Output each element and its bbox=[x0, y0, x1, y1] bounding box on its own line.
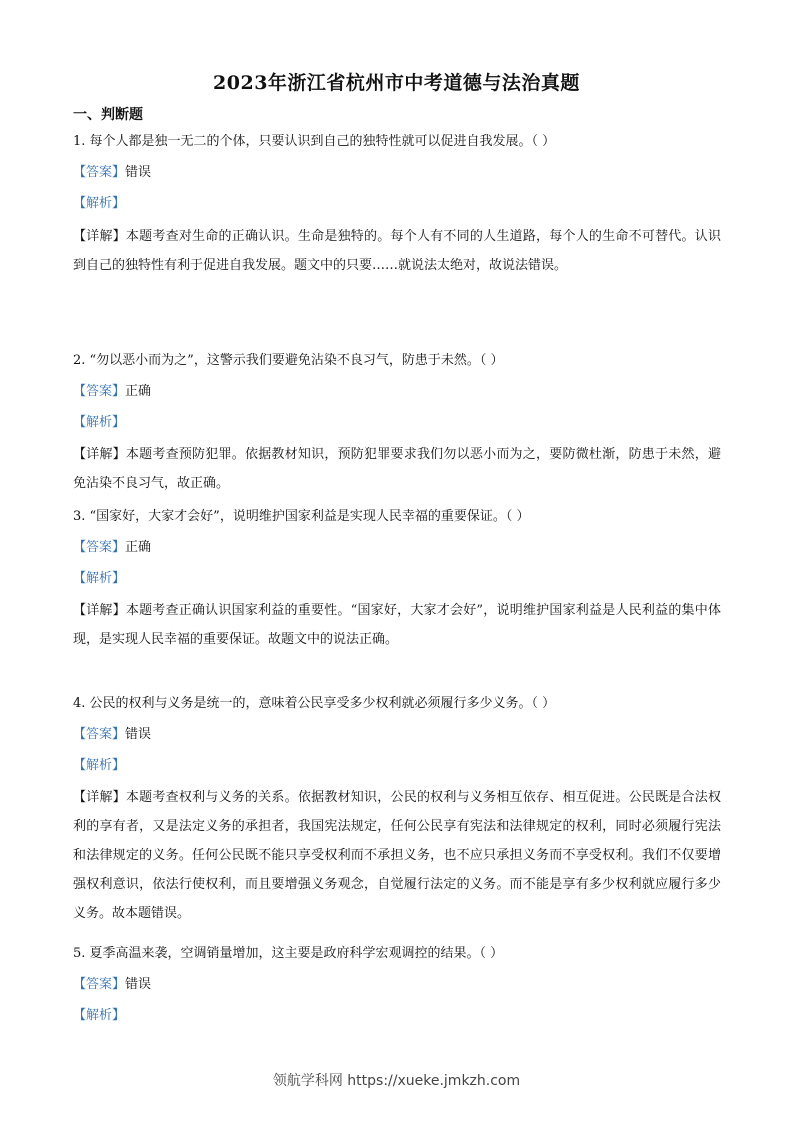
question-3-analysis-tag: 【解析】 bbox=[73, 571, 126, 586]
question-2-stem: 2. “勿以恶小而为之”，这警示我们要避免沾染不良习气，防患于未然。（ ） bbox=[73, 353, 504, 368]
question-2-answer-line bbox=[73, 383, 151, 401]
question-4-answer: 错误 bbox=[125, 727, 152, 742]
question-1-stem: 1. 每个人都是独一无二的个体，只要认识到自己的独特性就可以促进自我发展。（ ） bbox=[73, 134, 556, 149]
page-footer: 领航学科网 https://xueke.jmkzh.com bbox=[272, 1073, 521, 1089]
question-5-answer-line bbox=[73, 976, 151, 994]
question-1-detail: 【详解】本题考查对生命的正确认识。生命是独特的。每个人有不同的人生道路，每个人的生命不可替代。认识到自己的独特性有利于促进自我发展。题文中的只要……就说法太绝对，故说法错误。 bbox=[73, 229, 721, 273]
question-4-answer-line bbox=[73, 726, 151, 744]
question-3-answer: 正确 bbox=[125, 540, 152, 555]
question-5-analysis-tag: 【解析】 bbox=[73, 1008, 126, 1023]
question-1-answer: 错误 bbox=[125, 165, 152, 180]
question-4-detail: 【详解】本题考查权利与义务的关系。依据教材知识，公民的权利与义务相互依存、相互促进。公民既是合法权利的享有者，又是法定义务的承担者，我国宪法规定，任何公民享有宪法和法律规定的权利，同时必须履行宪法和法律规定的义务。任何公民既不能只享受权利而不承担义务，也不应只承担义务而不享受权利。我们不仅要增强权利意识，依法行使权利，而且要增强义务观念，自觉履行法定的义务。而不能是享有多少权利就应履行多少义务。故本题错误。 bbox=[73, 790, 721, 921]
question-2-analysis-tag: 【解析】 bbox=[73, 415, 126, 430]
page-title: 2023年浙江省杭州市中考道德与法治真题 bbox=[213, 72, 580, 94]
question-3-stem: 3. “国家好，大家才会好”，说明维护国家利益是实现人民幸福的重要保证。（ ） bbox=[73, 509, 530, 524]
question-3-detail: 【详解】本题考查正确认识国家利益的重要性。“国家好，大家才会好”，说明维护国家利益是人民利益的集中体现，是实现人民幸福的重要保证。故题文中的说法正确。 bbox=[73, 603, 721, 647]
question-4-analysis-tag: 【解析】 bbox=[73, 758, 126, 773]
question-3-answer-line bbox=[73, 539, 151, 557]
question-5-stem: 5. 夏季高温来袭，空调销量增加，这主要是政府科学宏观调控的结果。（ ） bbox=[73, 946, 504, 961]
question-2-detail: 【详解】本题考查预防犯罪。依据教材知识，预防犯罪要求我们勿以恶小而为之，要防微杜渐，防患于未然，避免沾染不良习气，故正确。 bbox=[73, 447, 721, 491]
answer-tag: 【答案】 bbox=[73, 165, 126, 180]
section-heading: 一、判断题 bbox=[73, 107, 143, 123]
question-2-answer: 正确 bbox=[125, 384, 152, 399]
question-1-answer-line bbox=[73, 164, 151, 182]
answer-tag: 【答案】 bbox=[73, 977, 126, 992]
question-5-answer: 错误 bbox=[125, 977, 152, 992]
answer-tag: 【答案】 bbox=[73, 727, 126, 742]
question-1-analysis-tag: 【解析】 bbox=[73, 196, 126, 211]
question-4-stem: 4. 公民的权利与义务是统一的，意味着公民享受多少权利就必须履行多少义务。（ ） bbox=[73, 696, 556, 711]
answer-tag: 【答案】 bbox=[73, 540, 126, 555]
answer-tag: 【答案】 bbox=[73, 384, 126, 399]
